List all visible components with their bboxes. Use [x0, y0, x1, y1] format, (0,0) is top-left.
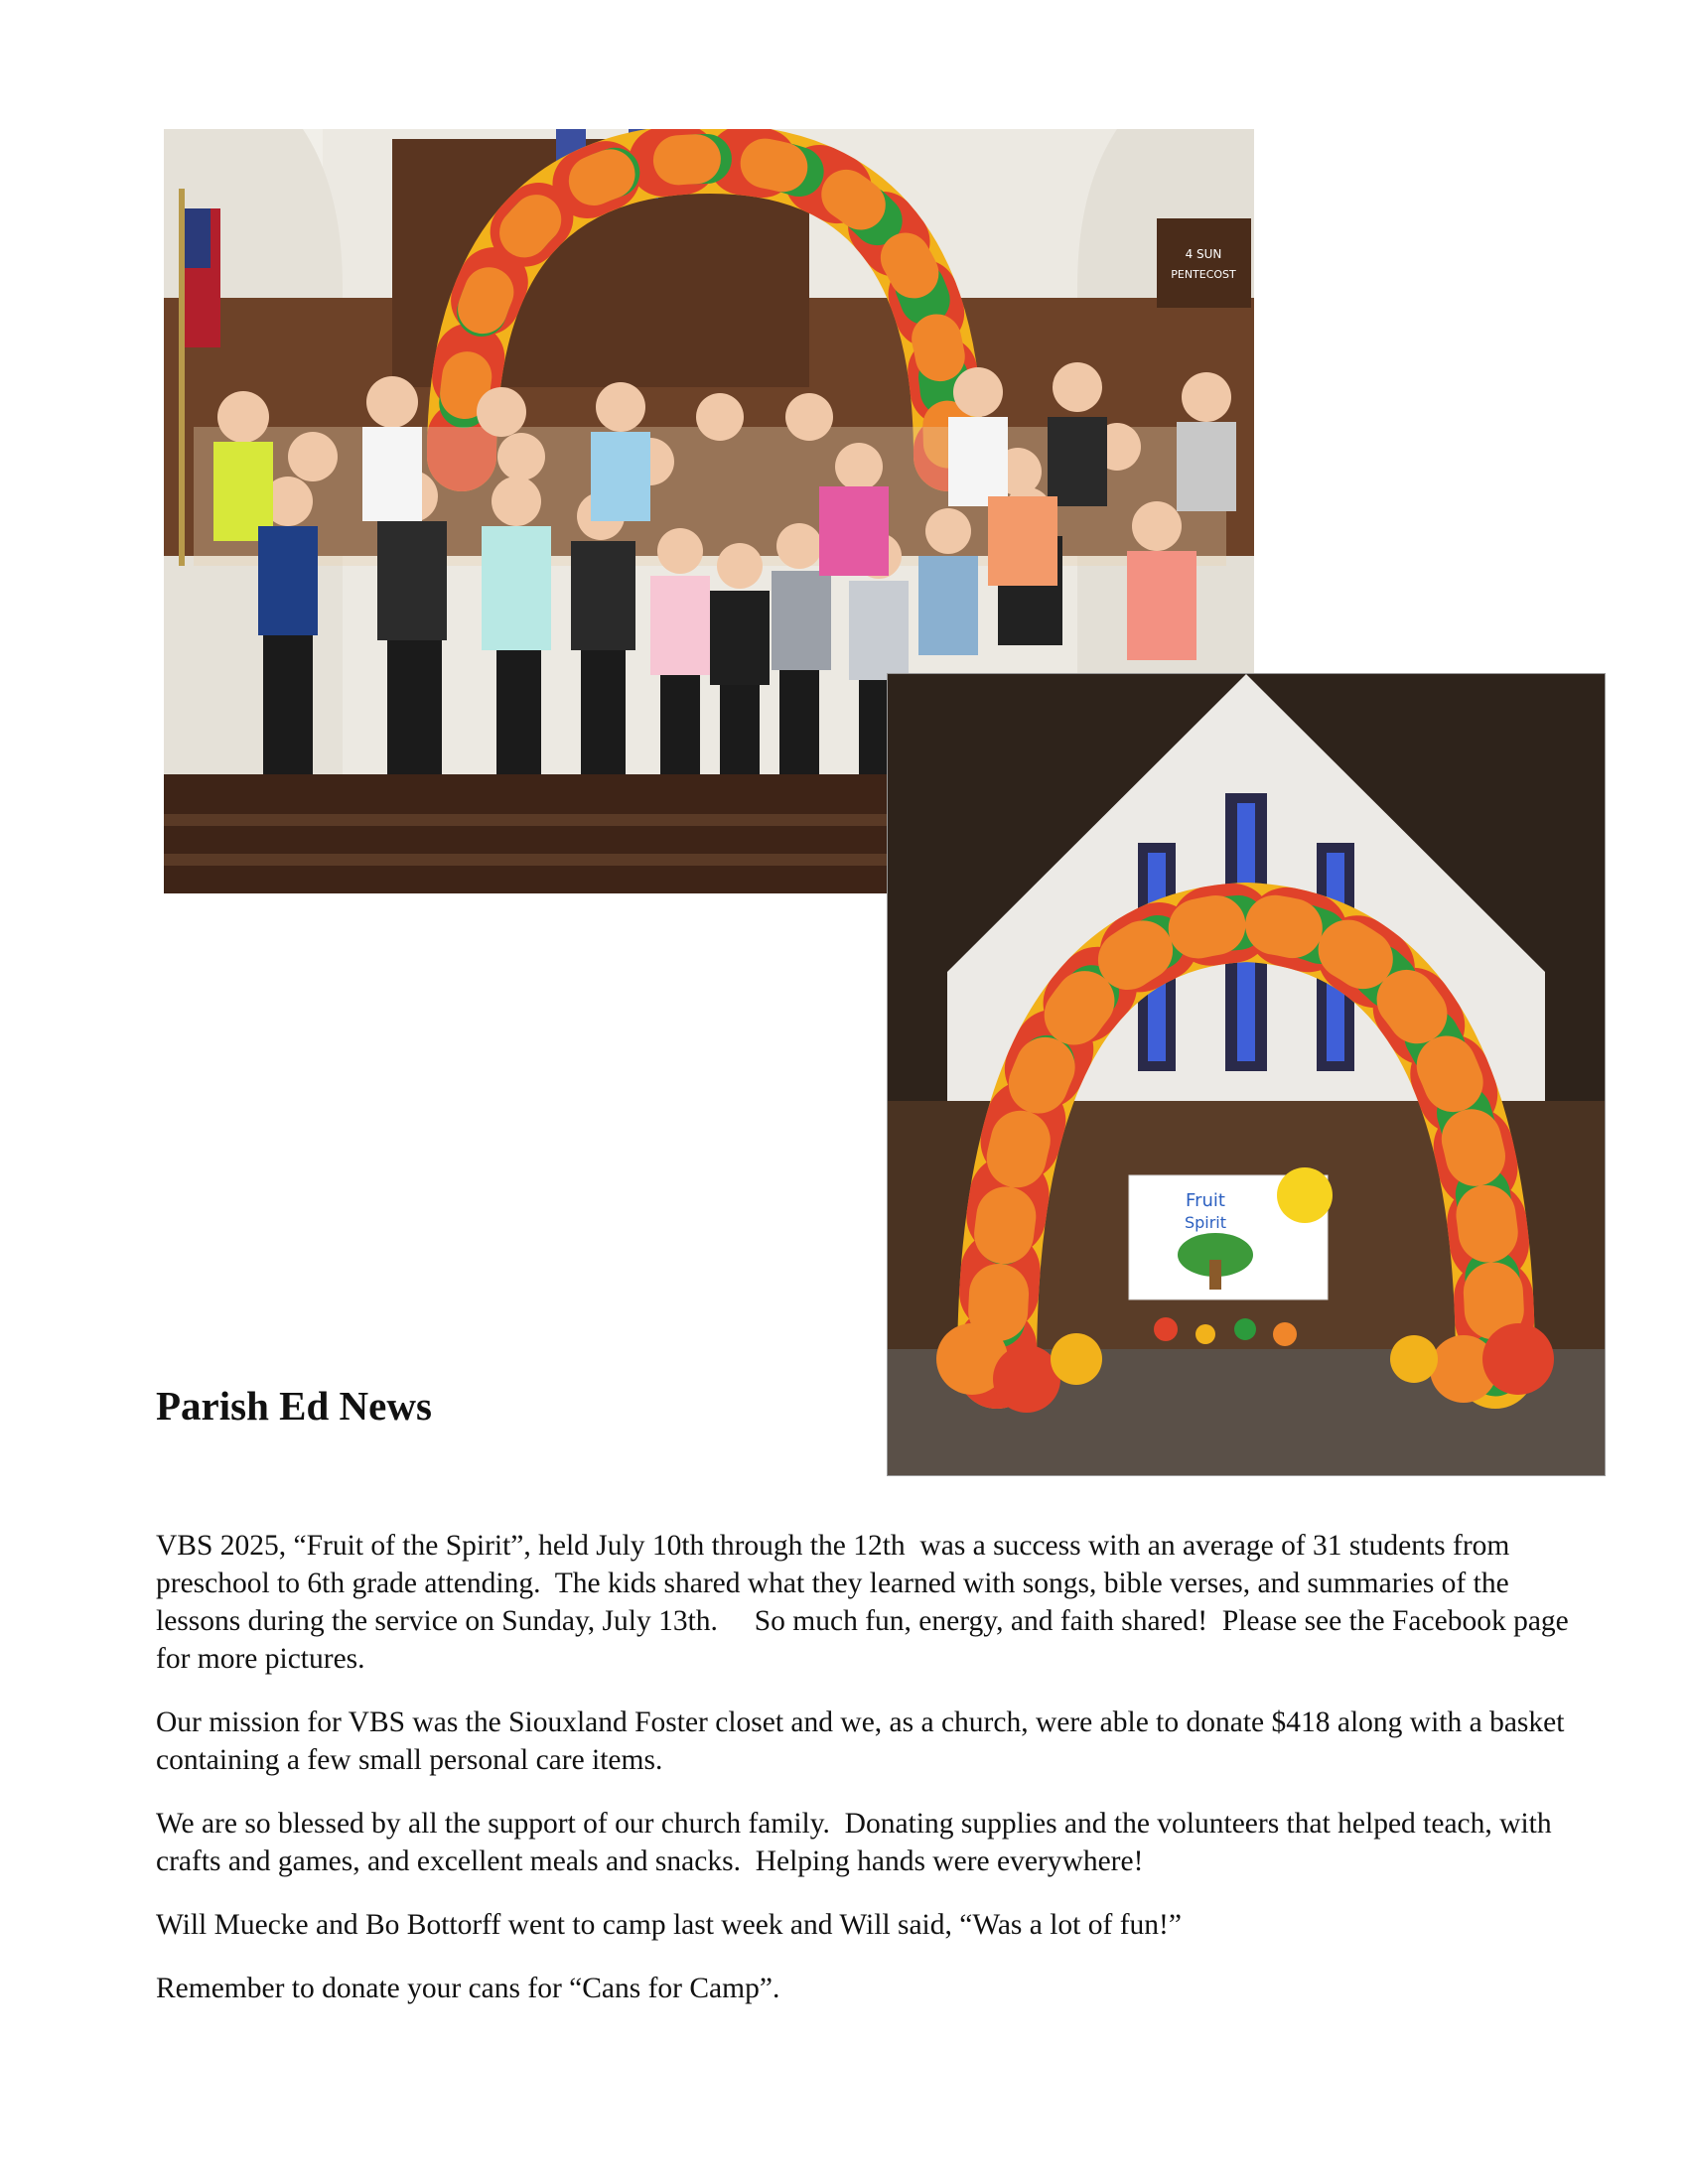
paragraph-camp: Will Muecke and Bo Bottorff went to camp last week and Will said, “Was a lot of fun!”	[156, 1909, 1182, 1941]
balloon-arch-illustration	[888, 674, 1605, 1475]
sign-title-bottom: Spirit	[1184, 1213, 1227, 1232]
page-heading: Parish Ed News	[156, 1383, 432, 1429]
paragraph-cans-for-camp: Remember to donate your cans for “Cans for Camp”.	[156, 1973, 780, 2004]
paragraph-mission: Our mission for VBS was the Siouxland Foster closet and we, as a church, were able to donate $418 along with a basket containing a few small personal care items.	[156, 1706, 1572, 1776]
article-body	[156, 1527, 1586, 2033]
sign-title-top: Fruit	[1186, 1190, 1225, 1211]
hymn-board-line2: PENTECOST	[1171, 268, 1236, 281]
balloon-arch-photo	[887, 673, 1606, 1476]
fruit-of-spirit-sign	[1129, 1167, 1333, 1299]
hymn-board-line1: 4 SUN	[1185, 247, 1222, 261]
paragraph-thanks: We are so blessed by all the support of our church family. Donating supplies and the volunteers that helped teach, with crafts and games, and excellent meals and snacks. Helping hands were everywhere!	[156, 1808, 1559, 1877]
paragraph-vbs-summary: VBS 2025, “Fruit of the Spirit”, held July 10th through the 12th was a success with an average of 31 students from preschool to 6th grade attending. The kids shared what they learned with songs, bible verses, and summaries of the lessons during the service on Sunday, July 13th. So much fun, energy, and faith shared! Please see the Facebook page for more pictures.	[156, 1530, 1577, 1675]
